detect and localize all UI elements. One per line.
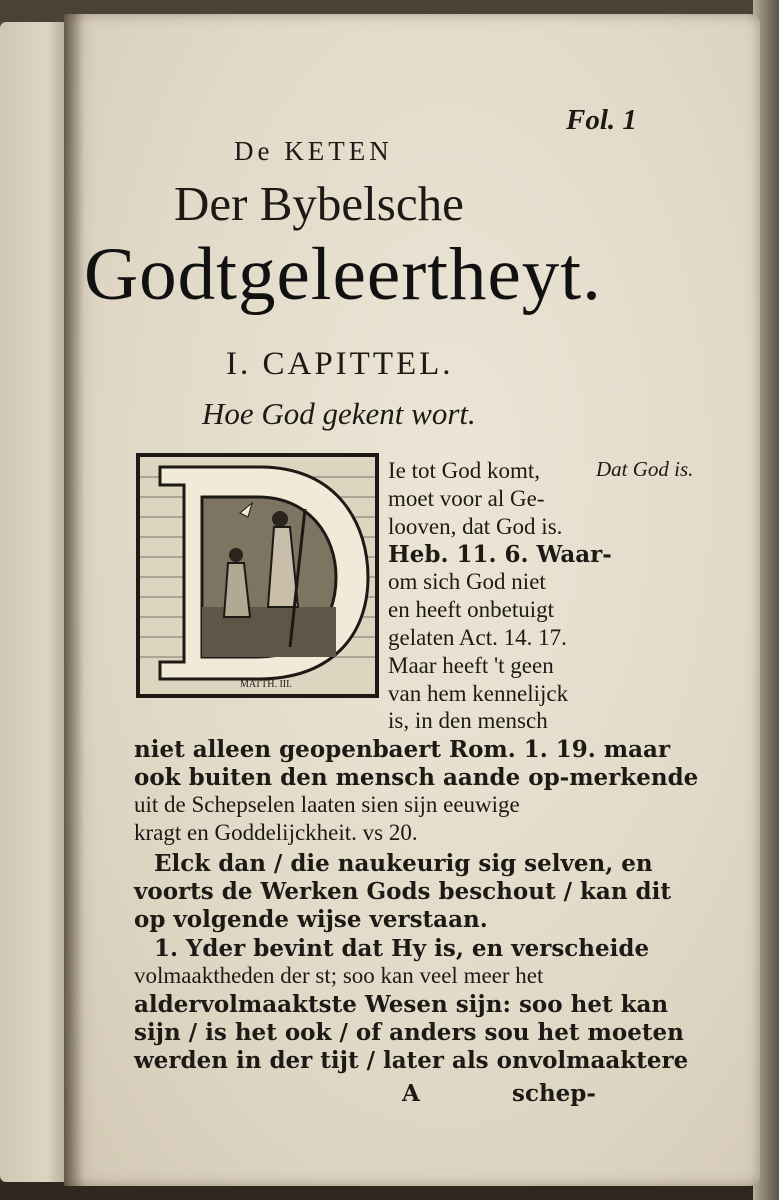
- page-gutter-shadow: [64, 14, 84, 1186]
- left-page-edge: [0, 22, 66, 1182]
- text-line: van hem kennelijck: [388, 681, 569, 706]
- text-line: volmaaktheden der st; soo kan veel meer het: [134, 963, 544, 988]
- decorated-initial: [136, 453, 379, 698]
- text-line: Heb. 11. 6. Waar-: [388, 541, 612, 568]
- woodcut-illustration: [140, 457, 375, 694]
- title-line-1: De KETEN: [234, 136, 393, 166]
- title-line-2: Der Bybelsche: [174, 176, 464, 231]
- folio-number: Fol. 1: [566, 104, 637, 136]
- text-line: 1. Yder bevint dat Hy is, en verscheide: [154, 935, 650, 962]
- text-line: voorts de Werken Gods beschout / kan dit: [134, 878, 671, 905]
- chapter-subtitle: Hoe God gekent wort.: [202, 396, 476, 431]
- text-line: ook buiten den mensch aande op-merkende: [134, 764, 699, 791]
- text-line: Elck dan / die naukeurig sig selven, en: [154, 850, 653, 877]
- catchword: schep-: [512, 1080, 596, 1107]
- signature-mark: A: [402, 1080, 420, 1107]
- text-line: sijn / is het ook / of anders sou het moeten: [134, 1019, 684, 1046]
- text-line: op volgende wijse verstaan.: [134, 906, 488, 933]
- title-line-3: Godtgeleertheyt.: [84, 233, 602, 316]
- text-line: Maar heeft 't geen: [388, 653, 554, 678]
- text-line: moet voor al Ge-: [388, 486, 545, 511]
- initial-caption: MATTH. III.: [240, 679, 292, 690]
- text-line: werden in der tijt / later als onvolmaaktere: [134, 1047, 689, 1074]
- text-line: is, in den mensch: [388, 708, 548, 733]
- text-line: kragt en Goddelijckheit. vs 20.: [134, 820, 418, 845]
- margin-note: Dat God is.: [596, 457, 694, 481]
- text-line: niet alleen geopenbaert Rom. 1. 19. maar: [134, 736, 671, 763]
- text-line: gelaten Act. 14. 17.: [388, 625, 567, 650]
- text-line: uit de Schepselen laaten sien sijn eeuwige: [134, 792, 520, 817]
- text-line: aldervolmaaktste Wesen sijn: soo het kan: [134, 991, 669, 1018]
- text-line: Ie tot God komt,: [388, 458, 541, 483]
- text-line: om sich God niet: [388, 569, 546, 594]
- text-line: en heeft onbetuigt: [388, 597, 555, 622]
- text-line: looven, dat God is.: [388, 514, 563, 539]
- chapter-heading: I. CAPITTEL.: [226, 346, 454, 382]
